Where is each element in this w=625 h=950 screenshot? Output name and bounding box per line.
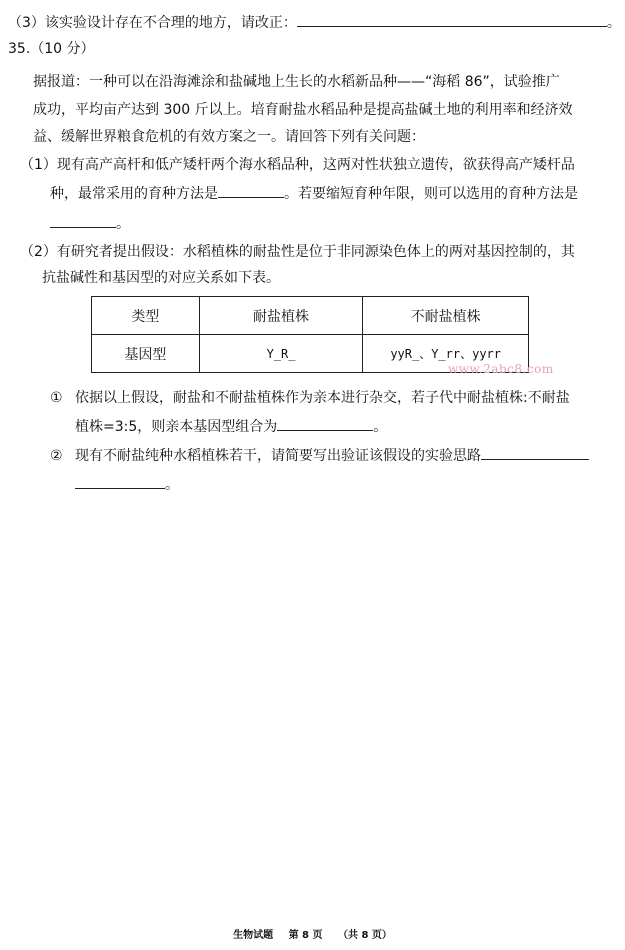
- answer-blank[interactable]: [75, 474, 165, 489]
- item2-text-1: 现有不耐盐纯种水稻植株若干，请简要写出验证该假设的实验思路: [75, 448, 482, 464]
- circled-one-marker: ①: [50, 390, 63, 406]
- answer-blank[interactable]: [277, 416, 373, 431]
- table-cell: yyR_、Y_rr、yyrr: [363, 335, 529, 373]
- sub1-end: 。: [116, 216, 130, 232]
- item1-text-2: 植株=3:5，则亲本基因型组合为: [75, 419, 278, 435]
- answer-blank[interactable]: [50, 213, 116, 228]
- q3-line: [8, 12, 621, 33]
- table-header-row: [92, 297, 529, 335]
- item1-line-2: [75, 416, 387, 437]
- sub1-text-b: 。若要缩短育种年限，则可以选用的育种方法是: [284, 186, 578, 202]
- table-header-cell: 类型: [92, 297, 200, 335]
- answer-blank[interactable]: [218, 183, 284, 198]
- answer-blank[interactable]: [297, 12, 607, 27]
- footer-total: （共 8 页）: [337, 930, 392, 941]
- sub1-line-2: [50, 183, 578, 204]
- footer-subject: 生物试题: [233, 930, 274, 941]
- intro-line-1: 据报道：一种可以在沿海滩涂和盐碱地上生长的水稻新品种——“海稻 86”，试验推广: [33, 74, 560, 90]
- intro-line-3: 益、缓解世界粮食危机的有效方案之一。请回答下列有关问题：: [33, 129, 425, 145]
- table-cell: 基因型: [92, 335, 200, 373]
- circled-two-marker: ②: [50, 448, 63, 464]
- table-header-cell: 耐盐植株: [199, 297, 363, 335]
- sub2-line-2: 抗盐碱性和基因型的对应关系如下表。: [42, 270, 280, 286]
- table-header-cell: 不耐盐植株: [363, 297, 529, 335]
- sub1-line-1: （1）现有高产高杆和低产矮杆两个海水稻品种，这两对性状独立遗传，欲获得高产矮杆品: [20, 157, 575, 173]
- watermark: www.2abc8.com: [448, 362, 554, 376]
- item1-text-1: 依据以上假设，耐盐和不耐盐植株作为亲本进行杂交，若子代中耐盐植株:不耐盐: [75, 390, 570, 406]
- sub1-line-3: [50, 213, 130, 234]
- item2-line-1: [50, 445, 589, 466]
- item1-end: 。: [373, 419, 388, 435]
- item2-line-2: [75, 474, 179, 495]
- q3-prompt: （3）该实验设计存在不合理的地方，请改正：: [8, 15, 297, 31]
- footer-page: 第 8 页: [288, 930, 323, 941]
- sub1-text-a: 种，最常采用的育种方法是: [50, 186, 218, 202]
- item1-line-1: [50, 388, 570, 408]
- page-footer: [0, 926, 625, 941]
- item2-end: 。: [165, 477, 179, 493]
- sub2-line-1: （2）有研究者提出假设：水稻植株的耐盐性是位于非同源染色体上的两对基因控制的，其: [20, 244, 575, 260]
- q3-end: 。: [606, 15, 621, 31]
- intro-line-2: 成功，平均亩产达到 300 斤以上。培育耐盐水稻品种是提高盐碱土地的利用率和经济效: [33, 102, 573, 118]
- question-35-heading: 35.（10 分）: [8, 41, 95, 57]
- table-cell: Y_R_: [199, 335, 363, 373]
- answer-blank[interactable]: [481, 445, 589, 460]
